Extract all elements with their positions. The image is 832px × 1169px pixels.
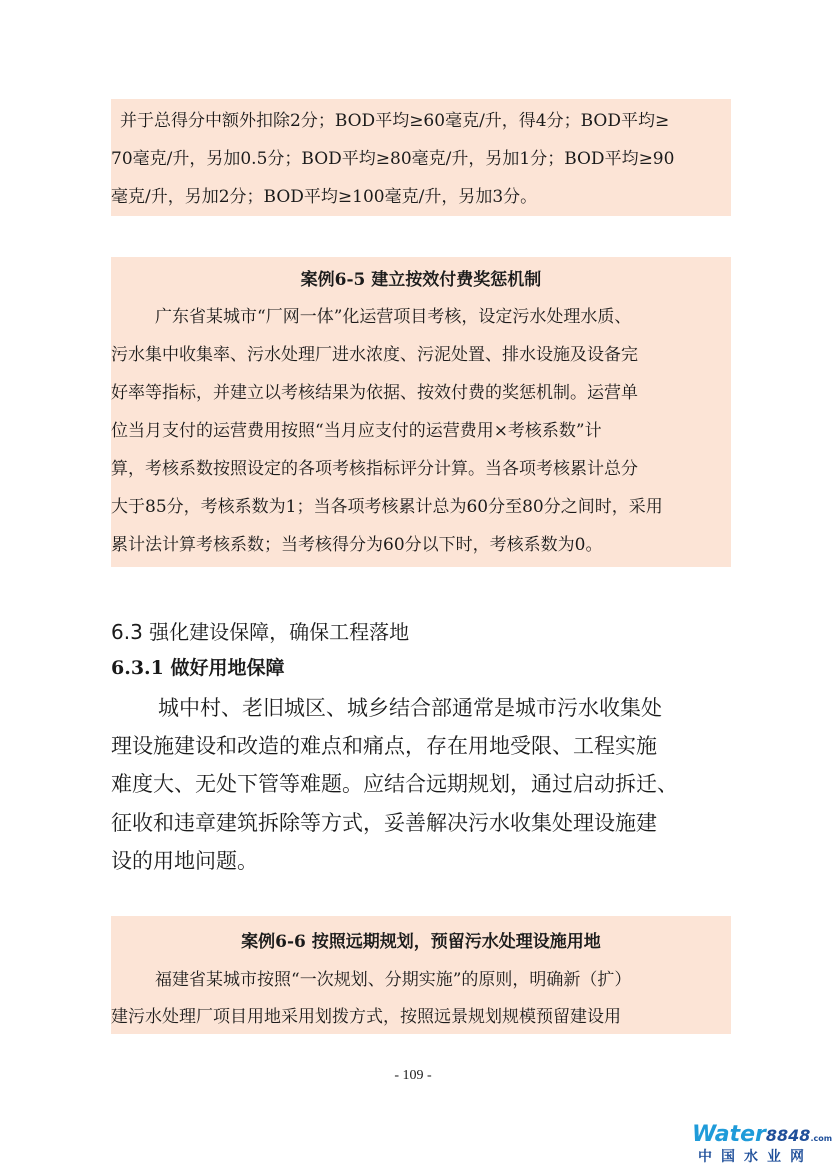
continuation-box — [111, 99, 731, 216]
case-text-line: 累计法计算考核系数；当考核得分为60分以下时，考核系数为0。 — [111, 535, 603, 555]
watermark-word: Water — [692, 1122, 766, 1147]
case-text-line: 福建省某城市按照“一次规划、分期实施”的原则，明确新（扩） — [155, 970, 632, 990]
case-text-line: 建污水处理厂项目用地采用划拨方式，按照远景规划规模预留建设用 — [111, 1007, 621, 1027]
case-text-line: 位当月支付的运营费用按照“当月应支付的运营费用×考核系数”计 — [111, 421, 602, 441]
watermark-number: 8848 — [765, 1126, 811, 1145]
watermark-suffix: .com — [810, 1134, 832, 1143]
box-text-line: 并于总得分中额外扣除2分；BOD平均≥60毫克/升，得4分；BOD平均≥ — [120, 111, 670, 131]
section-heading: 6.3 强化建设保障，确保工程落地 — [111, 620, 410, 644]
case-text-line: 污水集中收集率、污水处理厂进水浓度、污泥处置、排水设施及设备完 — [111, 345, 638, 365]
site-watermark-logo — [692, 1122, 832, 1166]
watermark-wordmark — [692, 1122, 832, 1147]
body-text-line: 难度大、无处下管等难题。应结合远期规划，通过启动拆迁、 — [111, 772, 678, 796]
page-number: - 109 - — [394, 1068, 432, 1083]
case-box-6-5 — [111, 257, 731, 567]
case-title: 案例6-5 建立按效付费奖惩机制 — [300, 270, 542, 290]
subsection-heading: 6.3.1 做好用地保障 — [111, 657, 285, 679]
box-text-line: 70毫克/升，另加0.5分；BOD平均≥80毫克/升，另加1分；BOD平均≥90 — [111, 149, 675, 169]
body-text-line: 征收和违章建筑拆除等方式，妥善解决污水收集处理设施建 — [111, 811, 657, 835]
watermark-chinese-name: 中国水业网 — [698, 1149, 813, 1165]
case-text-line: 好率等指标，并建立以考核结果为依据、按效付费的奖惩机制。运营单 — [111, 383, 638, 403]
case-text-line: 广东省某城市“厂网一体”化运营项目考核，设定污水处理水质、 — [155, 307, 632, 327]
case-text-line: 大于85分，考核系数为1；当各项考核累计总为60分至80分之间时，采用 — [111, 497, 663, 517]
body-text-line: 设的用地问题。 — [111, 849, 258, 873]
body-text-line: 理设施建设和改造的难点和痛点，存在用地受限、工程实施 — [111, 734, 657, 758]
case-box-6-6 — [111, 916, 731, 1034]
box-text-line: 毫克/升，另加2分；BOD平均≥100毫克/升，另加3分。 — [111, 187, 538, 207]
case-text-line: 算，考核系数按照设定的各项考核指标评分计算。当各项考核累计总分 — [111, 459, 638, 479]
case-title: 案例6-6 按照远期规划，预留污水处理设施用地 — [241, 932, 601, 952]
body-text-line: 城中村、老旧城区、城乡结合部通常是城市污水收集处 — [158, 696, 662, 720]
